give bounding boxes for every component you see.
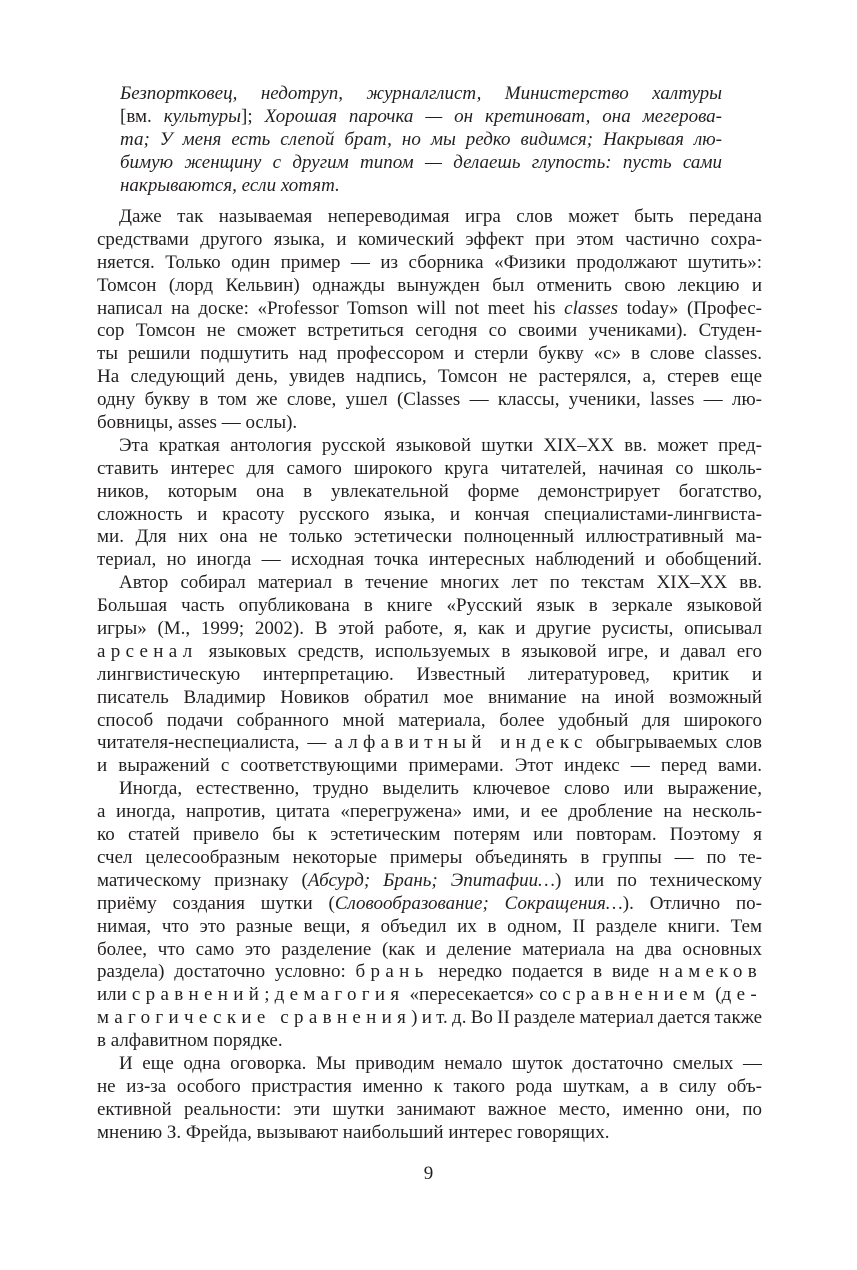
line-content bbox=[97, 710, 762, 733]
text-segment: писатель Владимир Новиков обратил мое внимание на иной возможный bbox=[97, 686, 762, 708]
line-content bbox=[97, 504, 762, 527]
text-line bbox=[97, 824, 762, 847]
spaced-emphasis-text: де- bbox=[721, 984, 762, 1006]
text-segment: ективной реальности: эти шутки занимают важное место, именно они, по bbox=[97, 1098, 762, 1120]
line-content bbox=[97, 824, 762, 847]
text-line bbox=[97, 526, 762, 549]
text-segment: сор Томсон не сможет встретиться сегодня со своими учениками). Студен- bbox=[97, 320, 762, 342]
text-segment: бовницы, asses — ослы). bbox=[97, 412, 298, 434]
text-segment: ( bbox=[710, 984, 722, 1006]
spaced-emphasis-text: сравнением bbox=[562, 984, 711, 1006]
italic-text: Хорошая парочка — он кретиноват, она мегерова- bbox=[264, 106, 722, 127]
text-line bbox=[97, 1099, 762, 1122]
line-content bbox=[97, 847, 762, 870]
text-line bbox=[120, 105, 722, 128]
text-segment: не из-за особого пристрастия именно к такого рода шуткам, а в силу объ- bbox=[97, 1075, 762, 1097]
text-segment: ников, которым она в увлекательной форме демонстрирует богатство, bbox=[97, 480, 762, 502]
text-segment: Автор собирал материал в течение многих лет по текстам XIX–XX вв. bbox=[119, 572, 762, 594]
text-segment: счел целесообразным некоторые примеры объединять в группы — по те- bbox=[97, 846, 762, 868]
italic-text: та; У меня есть слепой брат, но мы редко видимся; Накрывая лю- bbox=[120, 129, 722, 150]
line-content bbox=[97, 755, 762, 778]
text-line bbox=[97, 481, 762, 504]
line-content bbox=[97, 595, 762, 618]
text-segment: ; bbox=[264, 984, 275, 1006]
italic-text: бимую женщину с другим типом — делаешь глупость: пусть сами bbox=[120, 152, 722, 173]
spaced-emphasis-text: магогические сравнения bbox=[97, 1007, 412, 1029]
line-content bbox=[119, 1053, 762, 1076]
line-content bbox=[119, 206, 762, 229]
text-segment: более, что само это разделение (как и деление материала на два основных bbox=[97, 938, 762, 960]
line-content bbox=[120, 105, 722, 128]
line-content bbox=[97, 389, 762, 412]
line-content bbox=[119, 778, 762, 801]
text-segment: няется. Только один пример — из сборника «Физики продолжают шутить»: bbox=[97, 251, 762, 273]
spaced-emphasis-text: намеков bbox=[658, 961, 762, 983]
text-line bbox=[97, 595, 762, 618]
line-content bbox=[97, 412, 297, 435]
text-segment: На следующий день, увидев надпись, Томсон не растерялся, а, стерев еще bbox=[97, 366, 762, 388]
line-content bbox=[97, 641, 762, 664]
text-segment: ко статей привело бы к эстетическим потерям или повторам. Поэтому я bbox=[97, 824, 762, 846]
text-segment: Большая часть опубликована в книге «Русский язык в зеркале языковой bbox=[97, 595, 762, 617]
text-line bbox=[97, 641, 762, 664]
line-content bbox=[97, 1099, 762, 1122]
text-segment: матическому признаку ( bbox=[97, 869, 308, 891]
text-line bbox=[97, 320, 762, 343]
spaced-emphasis-text: демагогия bbox=[274, 984, 405, 1006]
text-line bbox=[97, 206, 762, 229]
text-segment: ставить интерес для самого широкого круга читателей, начиная со школь- bbox=[97, 457, 762, 479]
line-content bbox=[97, 252, 762, 275]
text-segment: а иногда, напротив, цитата «перегружена» ими, и ее дробление на несколь- bbox=[97, 801, 762, 823]
text-segment: И еще одна оговорка. Мы приводим немало шуток достаточно смелых — bbox=[119, 1052, 762, 1074]
text-segment: или bbox=[97, 984, 132, 1006]
text-segment: способ подачи собранного мной материала, более удобный для широкого bbox=[97, 709, 762, 731]
text-segment: ) или по техническому bbox=[555, 869, 762, 891]
text-segment: ты решили подшутить над профессором и стерли букву «c» в слове classes. bbox=[97, 343, 762, 365]
text-line bbox=[97, 275, 762, 298]
line-content bbox=[120, 174, 340, 197]
italic-text: Безпортковец, недотруп, журналглист, Министерство халтуры bbox=[120, 83, 722, 104]
text-line bbox=[97, 755, 762, 778]
text-line bbox=[97, 389, 762, 412]
text-line bbox=[97, 366, 762, 389]
text-segment: today» (Профес- bbox=[617, 297, 762, 319]
text-line bbox=[97, 1053, 762, 1076]
line-content bbox=[120, 128, 722, 151]
text-line bbox=[97, 961, 762, 984]
line-content bbox=[97, 1007, 762, 1030]
text-segment: сложность и красоту русского языка, и кончая специалистами-лингвиста- bbox=[97, 503, 762, 525]
italic-text: культуры bbox=[163, 106, 241, 127]
text-segment: ми. Для них она не только эстетически полноценный иллюстративный ма- bbox=[97, 526, 762, 548]
text-line bbox=[97, 1007, 762, 1030]
text-segment: Эта краткая антология русской языковой шутки XIX–XX вв. может пред- bbox=[119, 434, 762, 456]
text-line bbox=[97, 298, 762, 321]
text-segment: читателя-неспециалиста, — bbox=[97, 732, 335, 754]
text-segment: приёму создания шутки ( bbox=[97, 892, 335, 914]
text-line bbox=[120, 128, 722, 151]
text-segment: в алфавитном порядке. bbox=[97, 1030, 283, 1052]
text-line bbox=[97, 549, 762, 572]
text-segment: нимая, что это разные вещи, я объедил их в одном, II разделе книги. Тем bbox=[97, 915, 762, 937]
text-line bbox=[97, 504, 762, 527]
text-line bbox=[97, 343, 762, 366]
text-line bbox=[97, 710, 762, 733]
line-content bbox=[97, 458, 762, 481]
text-segment: и выражений с соответствующими примерами. Этот индекс — перед вами. bbox=[97, 755, 762, 777]
line-content bbox=[97, 961, 762, 984]
text-segment: ) и т. д. Во II разделе материал дается также bbox=[411, 1007, 762, 1029]
line-content bbox=[97, 916, 762, 939]
line-content bbox=[97, 549, 762, 572]
line-content bbox=[97, 618, 762, 641]
text-line bbox=[97, 916, 762, 939]
text-segment: средствами другого языка, и комический эффект при этом частично сохра- bbox=[97, 228, 762, 250]
line-content bbox=[97, 275, 762, 298]
text-line bbox=[97, 939, 762, 962]
text-line bbox=[97, 778, 762, 801]
spaced-emphasis-text: брань bbox=[355, 961, 429, 983]
text-segment: игры» (М., 1999; 2002). В этой работе, я, как и другие русисты, описывал bbox=[97, 618, 762, 640]
line-content bbox=[97, 801, 762, 824]
text-segment: обыгрываемых слов bbox=[587, 732, 762, 754]
text-segment: териал, но иногда — исходная точка интересных наблюдений и обобщений. bbox=[97, 549, 762, 571]
line-content bbox=[97, 320, 762, 343]
line-content bbox=[120, 82, 722, 105]
line-content bbox=[119, 572, 762, 595]
text-line bbox=[97, 1122, 762, 1145]
line-content bbox=[97, 939, 762, 962]
line-content bbox=[97, 984, 762, 1007]
line-content bbox=[97, 526, 762, 549]
text-segment: ]; bbox=[241, 106, 265, 127]
italic-text: classes bbox=[564, 297, 618, 319]
text-line bbox=[97, 984, 762, 1007]
text-segment: нередко подается в виде bbox=[428, 961, 659, 983]
text-line bbox=[97, 801, 762, 824]
line-content bbox=[97, 481, 762, 504]
text-segment: лингвистическую интерпретацию. Известный литературовед, критик и bbox=[97, 663, 762, 685]
spaced-emphasis-text: арсенал bbox=[97, 640, 198, 662]
text-line bbox=[97, 847, 762, 870]
line-content bbox=[97, 366, 762, 389]
line-content bbox=[97, 343, 762, 366]
text-segment: Томсон (лорд Кельвин) однажды вынужден был отменить свою лекцию и bbox=[97, 274, 762, 296]
text-segment: «пересекается» со bbox=[404, 984, 563, 1006]
text-line bbox=[97, 229, 762, 252]
text-segment: раздела) достаточно условно: bbox=[97, 961, 356, 983]
text-line bbox=[120, 82, 722, 105]
line-content bbox=[97, 687, 762, 710]
text-line bbox=[97, 732, 762, 755]
line-content bbox=[120, 151, 722, 174]
text-line bbox=[97, 1076, 762, 1099]
epigraph-quote bbox=[120, 82, 722, 197]
text-segment: языковых средств, используемых в языковой игре, и давал его bbox=[197, 640, 762, 662]
line-content bbox=[97, 870, 762, 893]
line-content bbox=[97, 893, 762, 916]
text-line bbox=[97, 870, 762, 893]
text-line bbox=[97, 1030, 762, 1053]
text-line bbox=[97, 252, 762, 275]
page-number: 9 bbox=[423, 1163, 434, 1184]
text-segment: мнению З. Фрейда, вызывают наибольший интерес говорящих. bbox=[97, 1121, 610, 1143]
text-line bbox=[120, 151, 722, 174]
text-line bbox=[97, 664, 762, 687]
text-line bbox=[97, 572, 762, 595]
line-content bbox=[97, 229, 762, 252]
text-segment: Даже так называемая непереводимая игра слов может быть передана bbox=[119, 206, 762, 227]
line-content bbox=[97, 1122, 609, 1145]
body-text bbox=[97, 206, 762, 1145]
text-segment: написал на доске: «Professor Tomson will not meet his bbox=[97, 297, 565, 319]
line-content bbox=[119, 435, 762, 458]
text-line bbox=[97, 618, 762, 641]
text-line bbox=[97, 893, 762, 916]
text-segment: одну букву в том же слове, ушел (Classes — классы, ученики, lasses — лю- bbox=[97, 389, 762, 411]
italic-text: накрываются, если хотят. bbox=[120, 175, 340, 196]
line-content bbox=[97, 1030, 283, 1053]
text-segment: [вм. bbox=[120, 106, 164, 127]
spaced-emphasis-text: сравнений bbox=[131, 984, 265, 1006]
text-segment: Иногда, естественно, трудно выделить ключевое слово или выражение, bbox=[119, 778, 762, 800]
line-content bbox=[97, 298, 762, 321]
line-content bbox=[97, 1076, 762, 1099]
text-line bbox=[120, 174, 722, 197]
line-content bbox=[97, 732, 762, 755]
italic-text: Абсурд; Брань; Эпитафии… bbox=[307, 869, 556, 891]
line-content bbox=[97, 664, 762, 687]
text-segment: ). Отлично по- bbox=[622, 892, 762, 914]
text-line bbox=[97, 435, 762, 458]
italic-text: Словообразование; Сокращения… bbox=[334, 892, 623, 914]
text-line bbox=[97, 458, 762, 481]
text-line bbox=[97, 412, 762, 435]
text-line bbox=[97, 687, 762, 710]
spaced-emphasis-text: алфавитный индекс bbox=[334, 732, 588, 754]
